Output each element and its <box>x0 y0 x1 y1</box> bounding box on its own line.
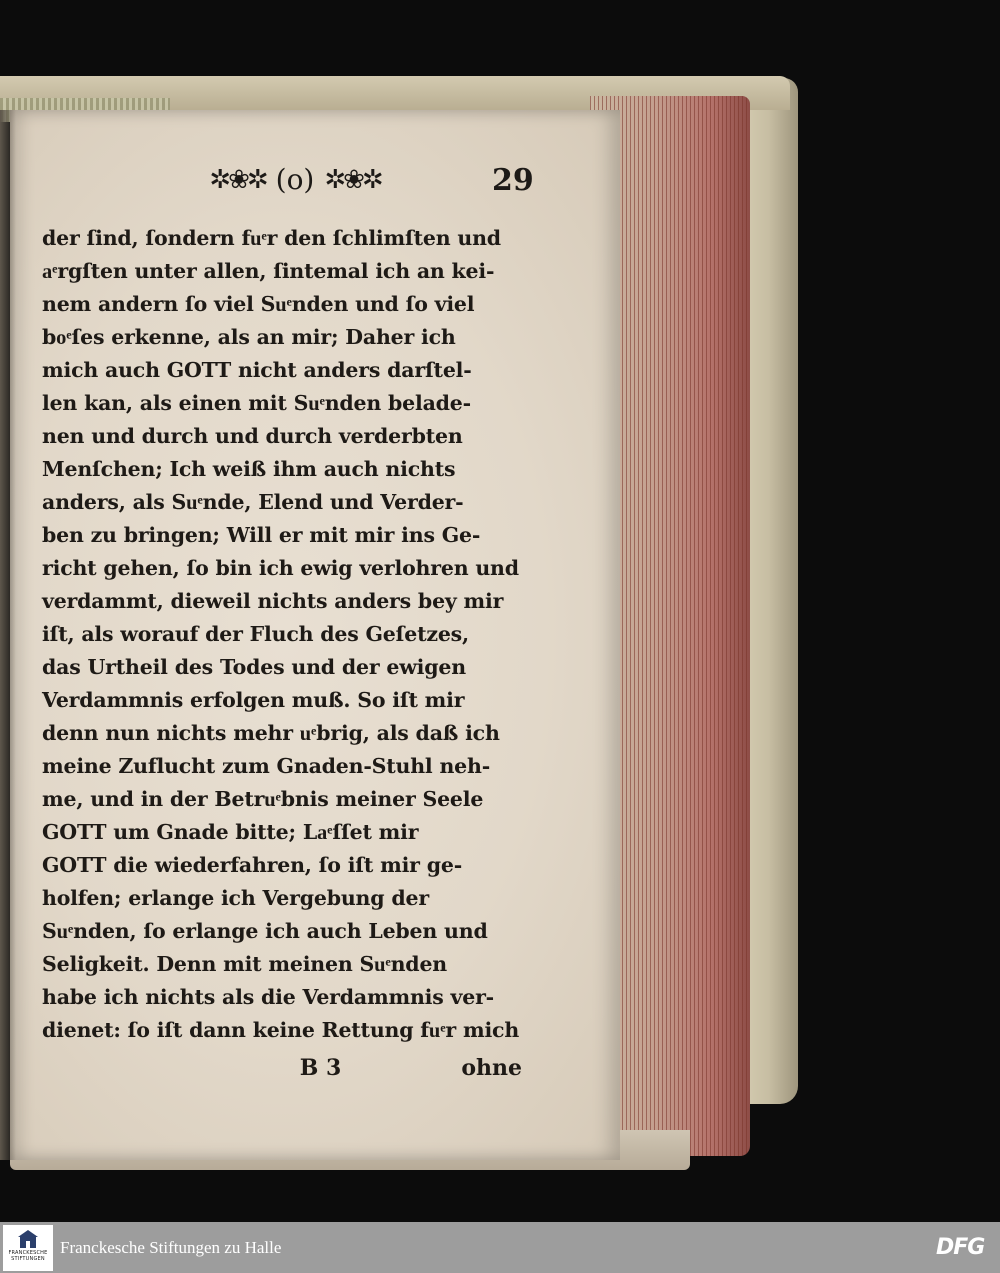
text-line: verdammt, dieweil nichts anders bey mir <box>42 589 504 613</box>
text-line: GOTT die wiederfahren, ſo iſt mir ge- <box>42 853 463 877</box>
text-line: anders, als Suͤnde, Elend und Verder- <box>42 490 464 514</box>
text-line: meine Zuflucht zum Gnaden-Stuhl neh- <box>42 754 491 778</box>
institution-link[interactable]: Franckesche Stiftungen zu Halle <box>60 1238 282 1257</box>
text-line: aͤrgſten unter allen, ſintemal ich an kei- <box>42 259 495 283</box>
text-line: denn nun nichts mehr uͤbrig, als daß ich <box>42 721 500 745</box>
ornament-left-icon: ✲❀✲ <box>209 165 266 195</box>
text-line: Menſchen; Ich weiß ihm auch nichts <box>42 457 456 481</box>
ornament-right-icon: ✲❀✲ <box>324 165 381 195</box>
text-line: richt gehen, ſo bin ich ewig verlohren und <box>42 556 519 580</box>
text-line: boͤſes erkenne, als an mir; Daher ich <box>42 325 456 349</box>
running-head <box>200 160 390 200</box>
catchline <box>42 1052 522 1085</box>
text-line: Verdammnis erfolgen muß. So iſt mir <box>42 688 465 712</box>
text-line: nem andern ſo viel Suͤnden und ſo viel <box>42 292 475 316</box>
text-line: Seligkeit. Denn mit meinen Suͤnden <box>42 952 447 976</box>
text-line: GOTT um Gnade bitte; Laͤſſet mir <box>42 820 419 844</box>
text-line: habe ich nichts als die Verdammnis ver- <box>42 985 494 1009</box>
text-line: Suͤnden, ſo erlange ich auch Leben und <box>42 919 488 943</box>
running-head-mark: (o) <box>275 163 315 196</box>
text-line: holfen; erlange ich Vergebung der <box>42 886 429 910</box>
building-icon <box>17 1228 39 1250</box>
page-number: 29 <box>492 163 534 198</box>
text-line: nen und durch und durch verderbten <box>42 424 463 448</box>
text-line: der ſind, ſondern fuͤr den ſchlimſten und <box>42 226 501 250</box>
logo-text-line1: FRANCKESCHE <box>8 1250 48 1256</box>
text-line: me, und in der Betruͤbnis meiner Seele <box>42 787 484 811</box>
text-line: iſt, als worauf der Fluch des Geſetzes, <box>42 622 469 646</box>
franckesche-logo[interactable] <box>3 1225 53 1271</box>
catchword: ohne <box>461 1055 522 1081</box>
text-line: mich auch GOTT nicht anders darſtel- <box>42 358 472 382</box>
text-line: dienet: ſo iſt dann keine Rettung fuͤr mich <box>42 1018 520 1042</box>
signature-mark: B 3 <box>299 1055 342 1081</box>
text-line: len kan, als einen mit Suͤnden belade- <box>42 391 471 415</box>
gutter-shadow <box>0 110 16 1160</box>
dfg-logo[interactable]: DFG <box>936 1235 985 1260</box>
text-line: ben zu bringen; Will er mit mir ins Ge- <box>42 523 481 547</box>
text-line: das Urtheil des Todes und der ewigen <box>42 655 466 679</box>
logo-text-line2: STIFTUNGEN <box>11 1256 45 1262</box>
body-text <box>42 222 532 1047</box>
